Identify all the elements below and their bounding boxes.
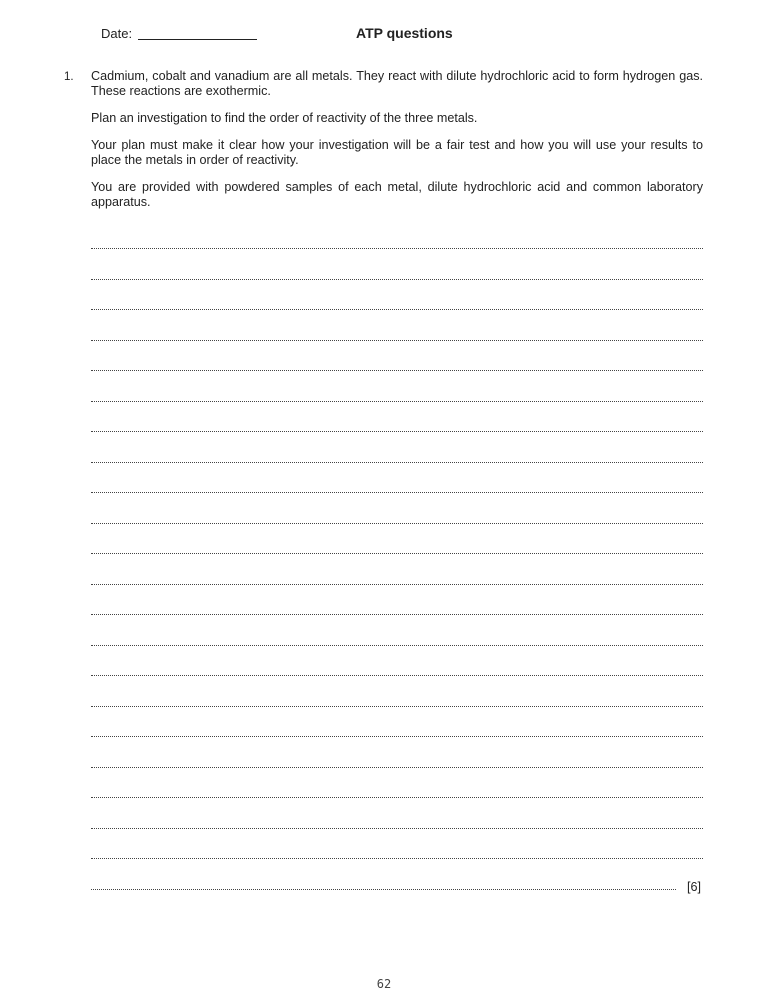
page-header: [0, 24, 768, 44]
marks-label: [6]: [687, 879, 702, 894]
question-paragraph-1: Cadmium, cobalt and vanadium are all metals. They react with dilute hydrochloric acid to form hydrogen gas. These reactions are exothermic.: [91, 69, 703, 98]
answer-line[interactable]: [91, 822, 703, 829]
answer-line[interactable]: [91, 425, 703, 432]
answer-line[interactable]: [91, 364, 703, 371]
answer-line[interactable]: [91, 547, 703, 554]
answer-line[interactable]: [91, 517, 703, 524]
answer-line[interactable]: [91, 669, 703, 676]
answer-line[interactable]: [91, 334, 703, 341]
answer-line[interactable]: [91, 761, 703, 768]
answer-line[interactable]: [91, 883, 676, 890]
answer-line[interactable]: [91, 608, 703, 615]
question-number: 1.: [64, 71, 74, 83]
answer-line[interactable]: [91, 791, 703, 798]
answer-line[interactable]: [91, 639, 703, 646]
answer-line[interactable]: [91, 303, 703, 310]
question-paragraph-3: Your plan must make it clear how your investigation will be a fair test and how you will use your results to place the metals in order of reactivity.: [91, 138, 703, 167]
answer-line[interactable]: [91, 395, 703, 402]
answer-line[interactable]: [91, 242, 703, 249]
page-number: 62: [376, 977, 392, 991]
question-paragraph-4: You are provided with powdered samples of each metal, dilute hydrochloric acid and common laboratory apparatus.: [91, 180, 703, 209]
date-input-line[interactable]: [138, 39, 257, 40]
answer-line[interactable]: [91, 456, 703, 463]
page-title: ATP questions: [356, 25, 453, 41]
answer-line[interactable]: [91, 852, 703, 859]
answer-line[interactable]: [91, 730, 703, 737]
answer-line[interactable]: [91, 578, 703, 585]
answer-line[interactable]: [91, 273, 703, 280]
question-text: [91, 69, 703, 222]
question-paragraph-2: Plan an investigation to find the order of reactivity of the three metals.: [91, 111, 478, 125]
answer-line[interactable]: [91, 486, 703, 493]
date-label: Date:: [101, 26, 133, 41]
answer-line[interactable]: [91, 700, 703, 707]
